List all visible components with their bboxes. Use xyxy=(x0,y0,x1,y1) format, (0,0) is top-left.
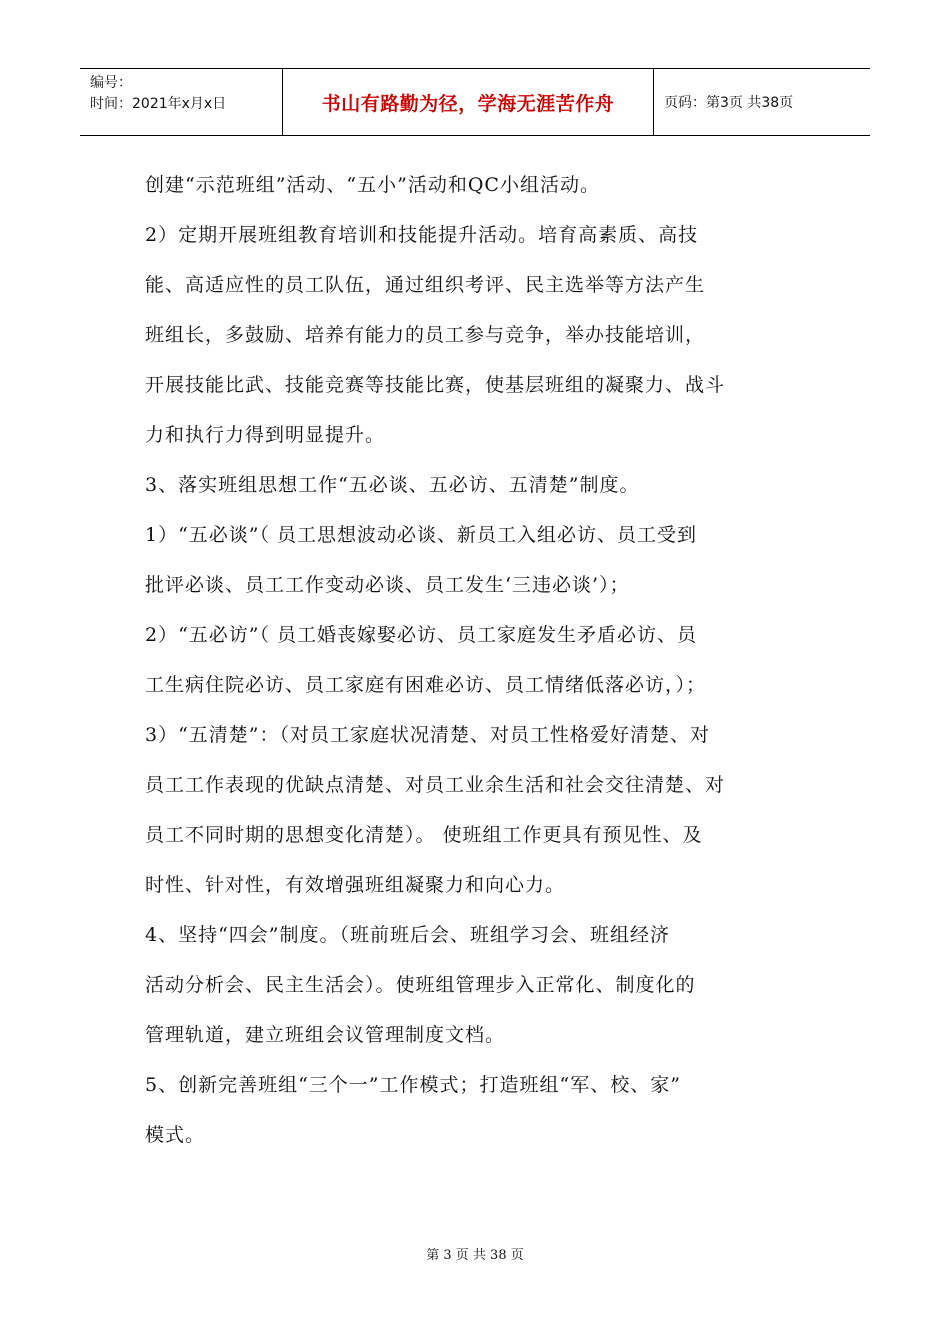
document-body xyxy=(145,160,810,1160)
header-meta xyxy=(80,69,282,135)
body-line: 2）“五必访”（ 员工婚丧嫁娶必访、员工家庭发生矛盾必访、员 xyxy=(145,624,698,646)
body-line: 3）“五清楚”：（对员工家庭状况清楚、对员工性格爱好清楚、对 xyxy=(145,724,711,746)
document-time-label: 时间：2021年x月x日 xyxy=(90,96,227,112)
body-line: 员工工作表现的优缺点清楚、对员工业余生活和社会交往清楚、对 xyxy=(145,774,726,796)
body-line: 2）定期开展班组教育培训和技能提升活动。培育高素质、高技 xyxy=(145,224,699,246)
body-line: 管理轨道，建立班组会议管理制度文档。 xyxy=(145,1024,506,1046)
body-line: 员工不同时期的思想变化清楚）。 使班组工作更具有预见性、及 xyxy=(145,824,703,846)
body-line: 能、高适应性的员工队伍，通过组织考评、民主选举等方法产生 xyxy=(145,274,706,296)
document-number-label: 编号： xyxy=(90,75,132,91)
body-line: 5、创新完善班组“三个一”工作模式；打造班组“军、校、家” xyxy=(145,1074,681,1096)
body-line: 力和执行力得到明显提升。 xyxy=(145,424,386,446)
header-slogan: 书山有路勤为径，学海无涯苦作舟 xyxy=(282,69,654,135)
body-line: 1）“五必谈”（ 员工思想波动必谈、新员工入组必访、员工受到 xyxy=(145,524,698,546)
header-page-info: 页码：第3页 共38页 xyxy=(664,95,794,111)
body-line: 时性、针对性，有效增强班组凝聚力和向心力。 xyxy=(145,874,566,896)
page-footer: 第 3 页 共 38 页 xyxy=(426,1248,524,1263)
body-line: 班组长，多鼓励、培养有能力的员工参与竞争，举办技能培训， xyxy=(145,324,706,346)
body-line: 活动分析会、民主生活会）。使班组管理步入正常化、制度化的 xyxy=(145,974,696,996)
body-line: 创建“示范班组”活动、“五小”活动和QC小组活动。 xyxy=(145,174,600,196)
body-line: 批评必谈、员工工作变动必谈、员工发生‘三违必谈’）； xyxy=(145,574,630,596)
body-line: 3、落实班组思想工作“五必谈、五必访、五清楚”制度。 xyxy=(145,474,640,496)
page-header xyxy=(80,68,870,136)
body-line: 工生病住院必访、员工家庭有困难必访、员工情绪低落必访，）； xyxy=(145,674,707,696)
body-line: 4、坚持“四会”制度。（班前班后会、班组学习会、班组经济 xyxy=(145,924,671,946)
body-line: 模式。 xyxy=(145,1124,206,1146)
body-line: 开展技能比武、技能竞赛等技能比赛，使基层班组的凝聚力、战斗 xyxy=(145,374,726,396)
